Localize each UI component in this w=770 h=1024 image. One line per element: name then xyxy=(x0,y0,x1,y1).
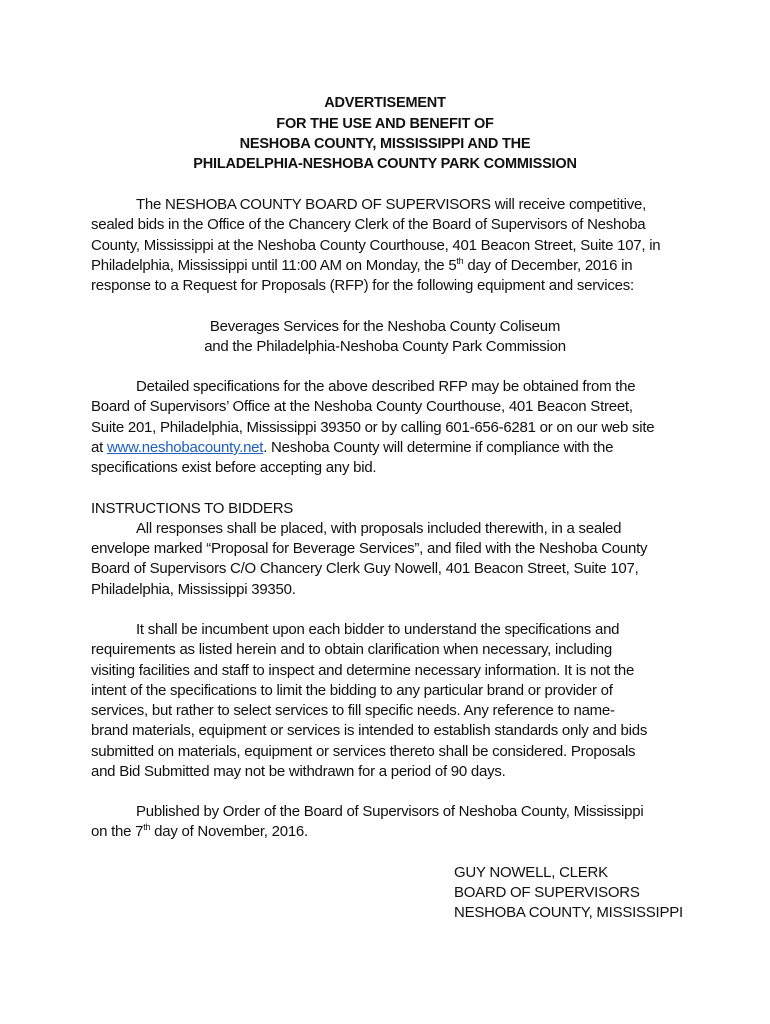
para1-line-5: response to a Request for Proposals (RFP) for the following equipment and services: xyxy=(91,277,634,294)
instructions-line-3: Board of Supervisors C/O Chancery Clerk Guy Nowell, 401 Beacon Street, Suite 107, xyxy=(91,560,639,577)
para2-line-1: Detailed specifications for the above described RFP may be obtained from the xyxy=(136,378,636,395)
para2-line-3: Suite 201, Philadelphia, Mississippi 39350 or by calling 601-656-6281 or on our web site xyxy=(91,419,655,436)
para3-line-7: submitted on materials, equipment or services thereto shall be considered. Proposals xyxy=(91,743,636,760)
para2-line-4-text: at xyxy=(91,439,107,456)
title-line-1: ADVERTISEMENT xyxy=(324,95,446,111)
published-line-1: Published by Order of the Board of Supervisors of Neshoba County, Mississippi xyxy=(136,803,644,820)
instructions-line-2: envelope marked “Proposal for Beverage Services”, and filed with the Neshoba County xyxy=(91,540,648,557)
para3-line-2: requirements as listed herein and to obtain clarification when necessary, including xyxy=(91,641,612,658)
website-link[interactable]: www.neshobacounty.net xyxy=(106,439,264,456)
para1-line-4-rest: day of December, 2016 in xyxy=(463,257,633,274)
para1-line-2: sealed bids in the Office of the Chancery Clerk of the Board of Supervisors of Neshoba xyxy=(91,216,646,233)
para3-line-3: visiting facilities and staff to inspect and determine necessary information. It is not the xyxy=(91,662,635,679)
para2-line-5: specifications exist before accepting any bid. xyxy=(91,459,377,476)
published-line-2-rest: day of November, 2016. xyxy=(150,823,308,840)
para2-line-4 xyxy=(91,438,613,458)
signature-line-2: BOARD OF SUPERVISORS xyxy=(454,884,640,901)
para1-line-3: County, Mississippi at the Neshoba County Courthouse, 401 Beacon Street, Suite 107, in xyxy=(91,237,661,254)
services-line-1: Beverages Services for the Neshoba County Coliseum xyxy=(209,318,561,335)
para2-line-4-rest: . Neshoba County will determine if compliance with the xyxy=(263,439,614,456)
para1-line-1: The NESHOBA COUNTY BOARD OF SUPERVISORS will receive competitive, xyxy=(136,196,647,213)
published-line-2-text: on the 7 xyxy=(91,823,144,840)
para1-line-4 xyxy=(91,256,632,276)
title-line-2: FOR THE USE AND BENEFIT OF xyxy=(276,116,494,132)
para3-line-4: intent of the specifications to limit the bidding to any particular brand or provider of xyxy=(91,682,613,699)
instructions-line-1: All responses shall be placed, with proposals included therewith, in a sealed xyxy=(136,520,622,537)
title-line-3: NESHOBA COUNTY, MISSISSIPPI AND THE xyxy=(239,136,531,152)
instructions-heading: INSTRUCTIONS TO BIDDERS xyxy=(91,500,294,517)
published-line-2-sup: th xyxy=(143,822,151,832)
services-line-2: and the Philadelphia-Neshoba County Park Commission xyxy=(204,338,566,355)
title-line-4: PHILADELPHIA-NESHOBA COUNTY PARK COMMISSION xyxy=(193,156,577,172)
para2-line-2: Board of Supervisors’ Office at the Neshoba County Courthouse, 401 Beacon Street, xyxy=(91,398,633,415)
para3-line-1: It shall be incumbent upon each bidder to understand the specifications and xyxy=(136,621,620,638)
signature-line-1: GUY NOWELL, CLERK xyxy=(454,864,608,881)
published-line-2 xyxy=(91,822,308,842)
para3-line-5: services, but rather to select services to fill specific needs. Any reference to name- xyxy=(91,702,615,719)
para3-line-8: and Bid Submitted may not be withdrawn for a period of 90 days. xyxy=(91,763,506,780)
instructions-line-4: Philadelphia, Mississippi 39350. xyxy=(91,581,296,598)
signature-line-3: NESHOBA COUNTY, MISSISSIPPI xyxy=(454,904,683,921)
para1-line-4-text: Philadelphia, Mississippi until 11:00 AM on Monday, the 5 xyxy=(91,257,457,274)
para1-line-4-sup: th xyxy=(456,256,464,266)
para3-line-6: brand materials, equipment or services is intended to establish standards only and bids xyxy=(91,722,648,739)
